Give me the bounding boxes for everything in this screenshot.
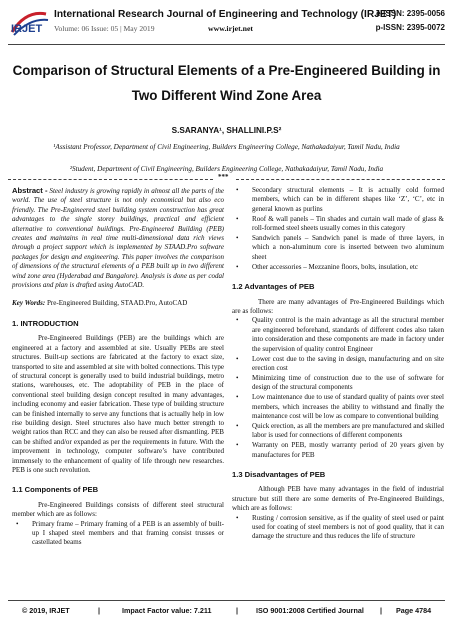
- bullet-icon: •: [16, 519, 19, 528]
- bullet-icon: •: [236, 441, 239, 450]
- list-item-text: Roof & wall panels – Tin shades and curtain wall made of glass & roll-formed steel sheets usually comes in this category: [252, 214, 444, 233]
- section-heading-advantages: 1.2 Advantages of PEB: [232, 282, 315, 292]
- list-item-text: Primary frame – Primary framing of a PEB is an assembly of built-up I shaped steel members and that framing consist trusses or castellated beams: [32, 519, 224, 547]
- list-item-text: Low maintenance due to use of standard quality of paints over steel members, which increases the ability to withstand and finally the maintenance cost will be low as compare to conventional building: [252, 393, 444, 420]
- list-item: [232, 186, 444, 214]
- journal-website[interactable]: www.irjet.net: [208, 24, 254, 33]
- footer-copyright: © 2019, IRJET: [22, 606, 70, 615]
- section-heading-disadvantages: 1.3 Disadvantages of PEB: [232, 469, 326, 479]
- introduction-paragraph: Pre-Engineered Buildings (PEB) are the buildings which are engineered at a factory and assembled at site. Usually PEBs are steel structures. Built-up sections are fabricated at the factory to exact size, transported to site and assembled at site with bolted connections. This type of structural concept is generally used to build industrial buildings, metro stations, warehouses, etc. The adoptability of PEB in the place of conventional steel building design concept resulted in many advantages, including economy and easier fabrication. These type of building structure can be finished internally to serve any functions that is actually help in low rise building design. Steel structures also have much better strength to weight ratios than RCC and they can also be reused after dismantling. PEB can be shifted and/or expanded as per the requirements in future. With the improvement in technology, computer software’s have contributed immensely to the enhancement of quality of life through new researches. PEB is one such revolution.: [12, 334, 224, 474]
- volume-line: Volume: 06 Issue: 05 | May 2019: [54, 24, 155, 33]
- journal-title: International Research Journal of Engineering and Technology (IRJET): [54, 9, 397, 20]
- disadvantages-list: [232, 514, 444, 542]
- list-item: [232, 355, 444, 374]
- footer-iso: ISO 9001:2008 Certified Journal: [256, 606, 364, 615]
- paper-authors: S.SARANYA¹, SHALLINI.P.S²: [171, 126, 282, 135]
- bullet-icon: •: [236, 354, 239, 363]
- components-paragraph: Pre-Engineered Buildings consists of different steel structural member which are as follows:: [12, 500, 224, 519]
- list-item-text: Quick erection, as all the members are pre manufactured and skilled labor is used for connections of different components: [252, 421, 444, 440]
- footer-page-number: Page 4784: [396, 606, 432, 615]
- keywords: [12, 299, 224, 308]
- list-item: [232, 234, 444, 262]
- components-list: [12, 520, 224, 548]
- list-item: [232, 316, 444, 354]
- list-item: [232, 374, 444, 393]
- separator-rule: [8, 173, 445, 183]
- abstract-text: Steel industry is growing rapidly in almost all the parts of the world. The use of steel structure is not only economical but also eco friendly. The Pre-Engineered steel building system construction has great advantages to the single storey buildings, practical and efficient alternative to conventional buildings. Pre-Engineered Building (PEB) creates and maintains in real time multi-dimensional data rich views through a project support which is implemented by STAAD.Pro software packages for design and engineering. This paper involves the comparison of dimensions of the structural elements of a PEB built up in two different wind zone area (Hyderabad and Bangalore). Analysis is done as per codal provisions and plan is drafted using AutoCAD.: [12, 187, 224, 290]
- section-heading-introduction: 1. INTRODUCTION: [12, 318, 79, 328]
- list-item: [232, 393, 444, 421]
- footer-impact-factor: Impact Factor value: 7.211: [122, 606, 212, 615]
- footer-rule: [8, 600, 445, 601]
- keywords-label: Key Words:: [12, 299, 46, 308]
- list-item-text: Rusting / corrosion sensitive, as if the quality of steel used or paint used for coating of steel members is not of good quality, that it can damage the structure and thus reduces the life of structure: [252, 513, 444, 541]
- separator-stars: ***: [218, 173, 229, 181]
- advantages-paragraph: There are many advantages of Pre-Engineered Buildings which are as follows:: [232, 297, 444, 315]
- bullet-icon: •: [236, 316, 239, 325]
- list-item-text: Sandwich panels – Sandwich panel is made of three layers, in which a non-aluminum core is inserted between two aluminum sheet: [252, 234, 444, 261]
- keywords-text: Pre-Engineered Building, STAAD.Pro, AutoCAD: [45, 299, 188, 308]
- list-item-text: Secondary structural elements – It is actually cold formed members, which can be in different shapes like ‘Z’, ‘C’, etc in general known as purlins: [252, 186, 444, 213]
- list-item-text: Warranty on PEB, mostly warranty period of 20 years given by manufactures for PEB: [252, 441, 444, 459]
- journal-header: [8, 8, 445, 42]
- page-footer: [10, 606, 443, 620]
- affiliation-1: ¹Assistant Professor, Department of Civil Engineering, Builders Engineering College, Nathakadaiyur, Tamil Nadu, India: [53, 143, 400, 151]
- list-item-text: Lower cost due to the saving in design, manufacturing and on site erection cost: [252, 354, 444, 372]
- advantages-list: [232, 316, 444, 460]
- list-item: [12, 520, 224, 548]
- bullet-icon: •: [236, 234, 239, 243]
- list-item-text: Quality control is the main advantage as all the structural member are engineered beforehand, standards of different codes also taken into consideration and these components are made in factory under the supervision of quality control Engineer: [252, 316, 444, 353]
- bullet-icon: •: [236, 186, 239, 194]
- abstract: [12, 186, 224, 290]
- right-column: [232, 186, 444, 542]
- e-issn: e-ISSN: 2395-0056: [376, 9, 445, 18]
- section-heading-components: 1.1 Components of PEB: [12, 485, 99, 495]
- left-column: [12, 186, 224, 548]
- abstract-label: Abstract -: [12, 186, 48, 195]
- bullet-icon: •: [236, 373, 239, 382]
- components-list-continued: [232, 186, 444, 272]
- affiliation-2: ²Student, Department of Civil Engineering, Builders Engineering College, Nathakadaiyur, Tamil Nadu, India: [69, 165, 384, 173]
- list-item: [232, 441, 444, 460]
- logo-text: IRJET: [11, 23, 43, 35]
- paper-title: Comparison of Structural Elements of a Pre-Engineered Building in Two Different Wind Zone Area: [12, 63, 441, 103]
- list-item: [232, 514, 444, 542]
- footer-separator: |: [98, 606, 101, 615]
- footer-separator: |: [236, 606, 239, 615]
- irjet-logo: [8, 8, 50, 38]
- list-item-text: Other accessories – Mezzanine floors, bolts, insulation, etc: [252, 262, 418, 271]
- bullet-icon: •: [236, 214, 239, 223]
- header-rule: [8, 44, 445, 45]
- bullet-icon: •: [236, 393, 239, 402]
- bullet-icon: •: [236, 262, 239, 271]
- list-item: [232, 215, 444, 234]
- disadvantages-paragraph: Although PEB have many advantages in the field of industrial structure but still there are some demerits of Pre-Engineered Buildings, which are as follows:: [232, 485, 444, 513]
- bullet-icon: •: [236, 421, 239, 430]
- bullet-icon: •: [236, 513, 239, 522]
- list-item: [232, 422, 444, 441]
- list-item-text: Minimizing time of construction due to the use of software for design of the structural components: [252, 373, 444, 392]
- p-issn: p-ISSN: 2395-0072: [375, 23, 445, 32]
- footer-separator: |: [380, 606, 383, 615]
- list-item: [232, 263, 444, 272]
